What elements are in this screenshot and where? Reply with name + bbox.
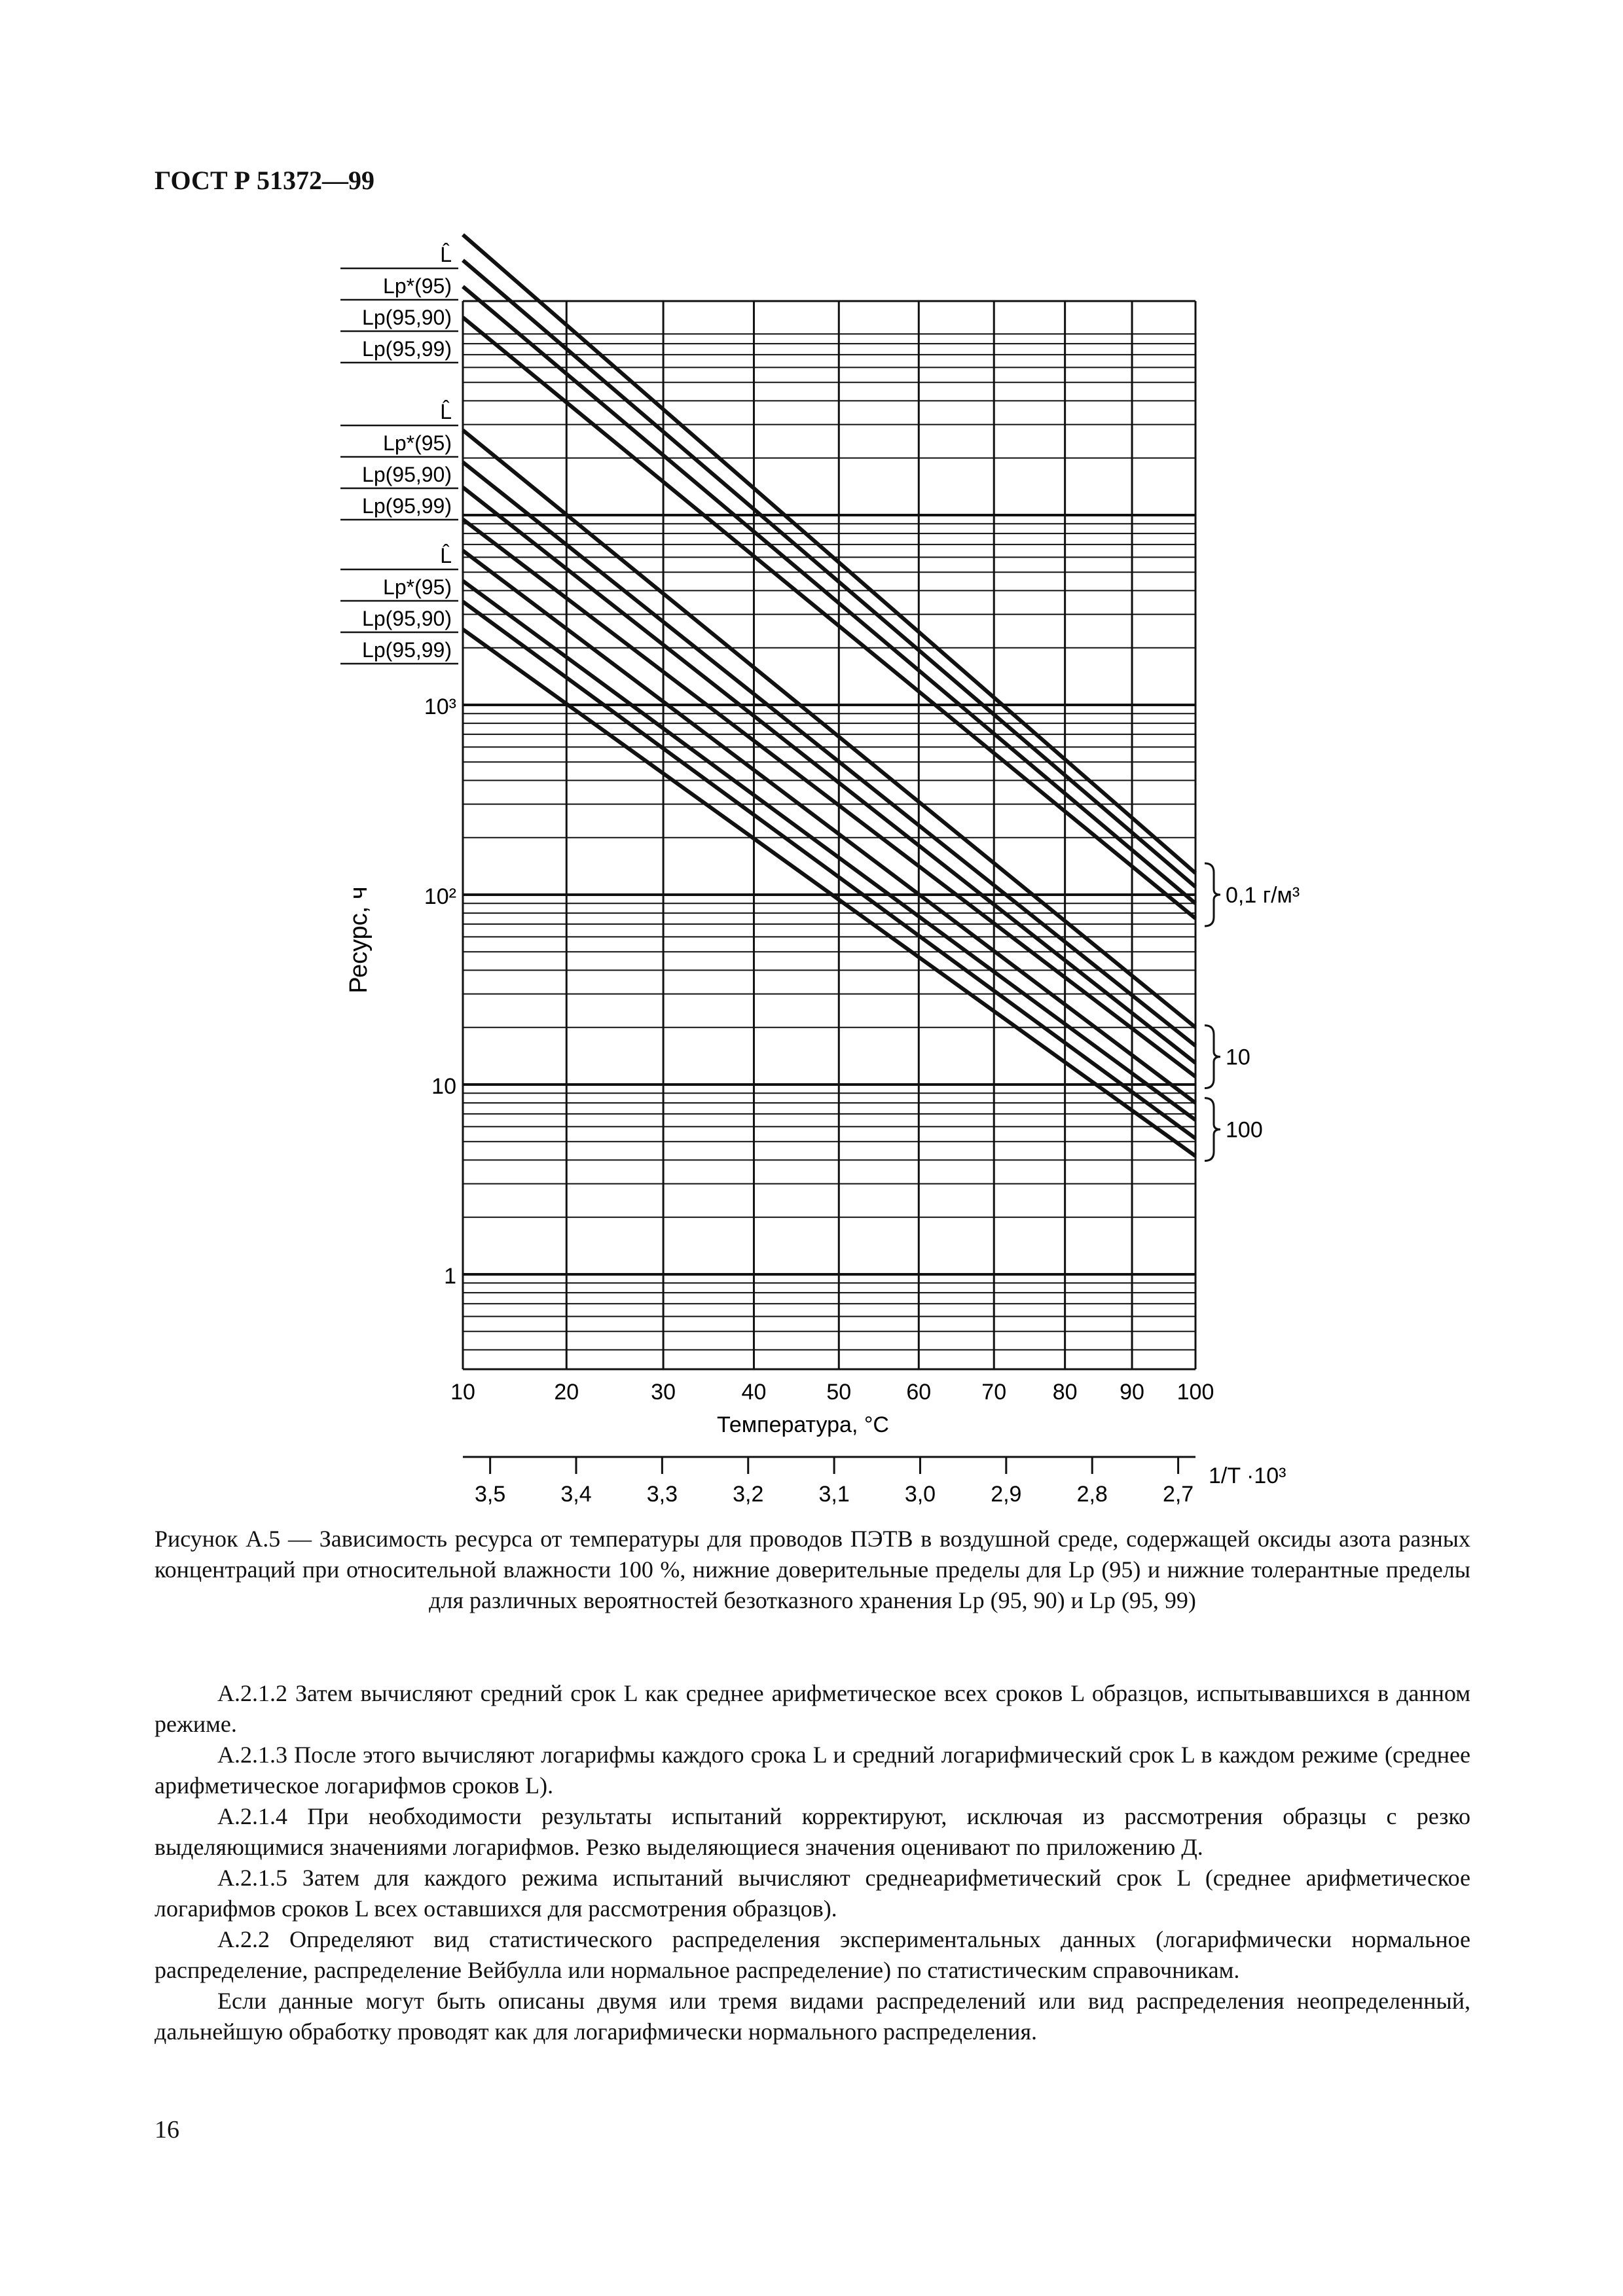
inv-tick-label: 3,2 — [733, 1482, 764, 1507]
inv-tick-label: 2,7 — [1162, 1482, 1194, 1507]
inv-tick-label: 2,9 — [991, 1482, 1022, 1507]
paragraph: А.2.1.2 Затем вычисляют средний срок L как среднее арифметическое всех сроков L образцов, испытывавшихся в данном режиме. — [155, 1680, 1470, 1737]
series-line — [463, 601, 1195, 1138]
x-tick-label: 20 — [554, 1380, 579, 1405]
x-tick-label: 80 — [1052, 1380, 1078, 1405]
chart-series — [463, 235, 1195, 1157]
x-tick-label: 60 — [906, 1380, 932, 1405]
series-legend-label: Lр*(95) — [383, 431, 452, 455]
series-legend-label: Lр*(95) — [383, 274, 452, 298]
inv-tick-label: 3,5 — [475, 1482, 506, 1507]
paragraph: А.2.2 Определяют вид статистического распределения экспериментальных данных (логарифмически нормальное распределение, распределение Вейбулла или нормальное распределение) по статистическим справочникам. — [155, 1926, 1470, 1983]
page-number: 16 — [155, 2116, 179, 2144]
paragraph: А.2.1.4 При необходимости результаты испытаний корректируют, исключая из рассмотрения образцы с резко выделяющимися значениями логарифмов. Резко выделяющиеся значения оценивают по приложению Д. — [155, 1803, 1470, 1860]
x-tick-label: 10 — [450, 1380, 475, 1405]
chart-grid — [463, 301, 1195, 1369]
series-legend-label: Lр(95,90) — [362, 463, 452, 486]
body-text — [155, 1678, 1470, 2047]
figure-caption — [155, 1524, 1470, 1616]
x-tick-label: 90 — [1120, 1380, 1144, 1405]
y-tick-label: 10 — [431, 1074, 456, 1099]
series-legend-label: Lр(95,99) — [362, 638, 452, 662]
series-line — [463, 287, 1195, 903]
x-tick-label: 50 — [826, 1380, 852, 1405]
group-brace — [1205, 863, 1220, 926]
series-line — [463, 630, 1195, 1157]
inv-tick-label: 3,3 — [646, 1482, 678, 1507]
series-legend-label: Lр(95,90) — [362, 306, 452, 329]
group-label: 100 — [1226, 1117, 1263, 1143]
inv-tick-label: 2,8 — [1076, 1482, 1108, 1507]
series-legend-label: L̂ — [440, 400, 452, 423]
x-tick-label: 70 — [981, 1380, 1007, 1405]
series-line — [463, 462, 1195, 1046]
inv-tick-label: 3,1 — [818, 1482, 850, 1507]
series-legend-label: L̂ — [440, 243, 452, 266]
x-tick-label: 30 — [651, 1380, 676, 1405]
x-tick-label: 40 — [741, 1380, 767, 1405]
series-legend-label: Lр*(95) — [383, 575, 452, 599]
y-tick-label: 1 — [444, 1264, 456, 1289]
figure-caption-text: Рисунок А.5 — Зависимость ресурса от температуры для проводов ПЭТВ в воздушной среде, содержащей оксиды азота разных концентраций при относительной влажности 100 %, нижние доверительные пределы для Lр (95) и нижние толерантные пределы для различных вероятностей безотказного хранения Lр (95, 90) и Lр (95, 99) — [155, 1526, 1470, 1613]
y-axis-label: Ресурс, ч — [345, 886, 373, 994]
group-label: 0,1 г/м³ — [1226, 883, 1300, 908]
series-legend-label: Lр(95,99) — [362, 494, 452, 518]
x-axis-label: Температура, °С — [717, 1412, 889, 1437]
x-tick-label: 100 — [1176, 1380, 1214, 1405]
paragraph: Если данные могут быть описаны двумя или тремя видами распределений или вид распределения неопределенный, дальнейшую обработку проводят как для логарифмически нормального распределения. — [155, 1988, 1470, 2045]
series-legend-label: Lр(95,90) — [362, 607, 452, 630]
group-brace — [1205, 1098, 1220, 1161]
series-legend-label: L̂ — [440, 544, 452, 567]
inv-tick-label: 3,0 — [904, 1482, 936, 1507]
paragraph: А.2.1.3 После этого вычисляют логарифмы каждого срока L и средний логарифмический срок L в каждом режиме (среднее арифметическое логарифмов сроков L). — [155, 1742, 1470, 1799]
series-line — [463, 581, 1195, 1121]
y-tick-label: 10² — [424, 884, 456, 909]
document-header: ГОСТ Р 51372—99 — [155, 166, 375, 195]
series-legend-label: Lр(95,99) — [362, 337, 452, 361]
series-line — [463, 519, 1195, 1077]
inv-tick-label: 3,4 — [560, 1482, 592, 1507]
inv-axis-label: 1/T ·10³ — [1209, 1463, 1286, 1488]
y-tick-label: 10³ — [424, 694, 456, 719]
series-line — [463, 430, 1195, 1027]
group-label: 10 — [1226, 1045, 1250, 1070]
paragraph: А.2.1.5 Затем для каждого режима испытаний вычисляют среднеарифметический срок L (среднее арифметическое логарифмов сроков L всех оставшихся для рассмотрения образцов). — [155, 1865, 1470, 1922]
group-brace — [1205, 1026, 1220, 1088]
